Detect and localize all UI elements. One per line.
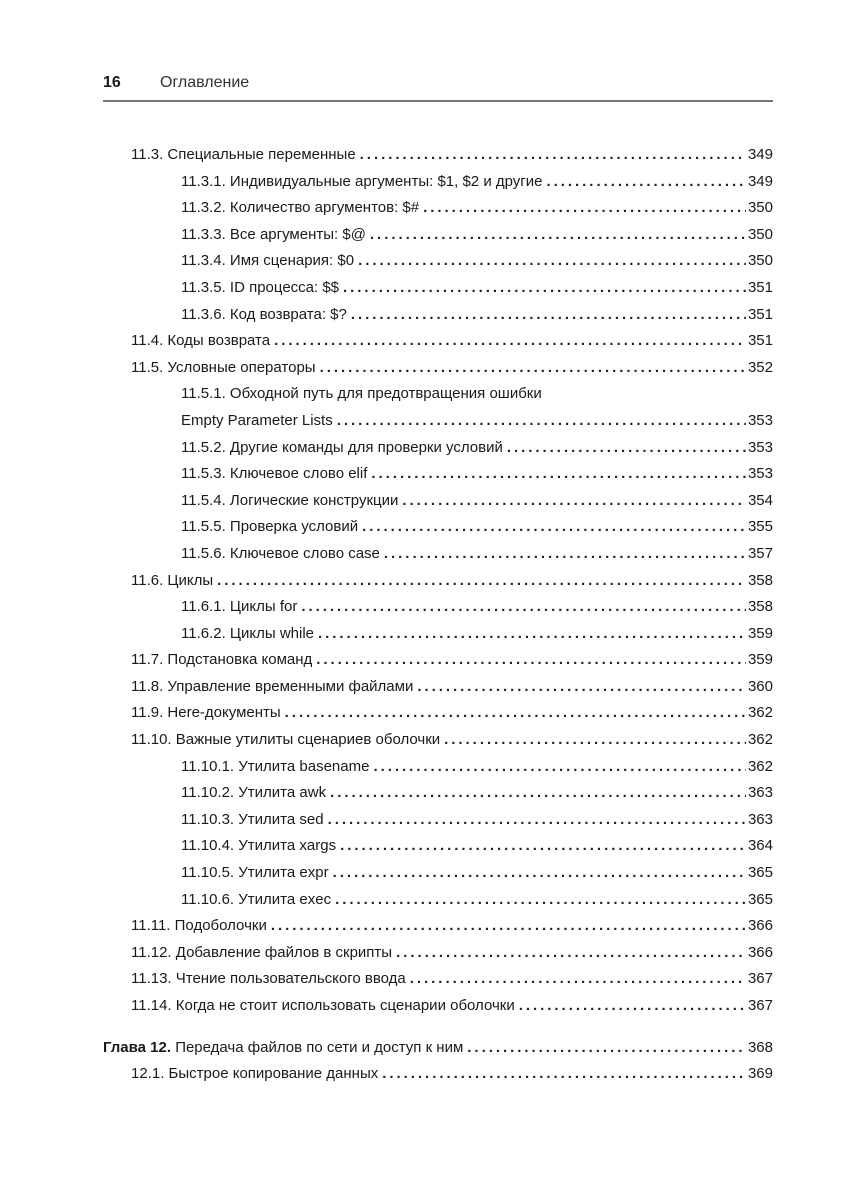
toc-entry[interactable]: [0, 594, 849, 621]
toc-entry-title: 11.9. Here-документы: [131, 704, 281, 722]
toc-entry-title: 11.10.4. Утилита xargs: [181, 837, 337, 855]
header-rule: [103, 100, 773, 102]
table-of-contents: [0, 142, 849, 1088]
dot-leader: [417, 674, 746, 701]
toc-entry[interactable]: [0, 647, 849, 674]
toc-entry-title: 11.3.3. Все аргументы: $@: [181, 225, 366, 243]
toc-entry-title: 11.5.4. Логические конструкции: [181, 491, 399, 509]
toc-entry[interactable]: [0, 568, 849, 595]
toc-page-number: 362: [747, 704, 773, 722]
toc-entry-title: 11.3.5. ID процесса: $$: [181, 278, 340, 296]
dot-leader: [547, 169, 746, 196]
toc-page-number: 362: [747, 757, 773, 775]
toc-page-number: 349: [747, 172, 773, 190]
toc-entry[interactable]: [0, 940, 849, 967]
toc-page-number: 358: [747, 598, 773, 616]
toc-entry-title: 11.6.1. Циклы for: [181, 598, 298, 616]
toc-page-number: 364: [747, 837, 773, 855]
dot-leader: [335, 887, 746, 914]
toc-entry-title: 11.10. Важные утилиты сценариев оболочки: [131, 731, 441, 749]
toc-entry[interactable]: [0, 887, 849, 914]
toc-entry[interactable]: [0, 488, 849, 515]
dot-leader: [320, 355, 746, 382]
toc-entry[interactable]: [0, 169, 849, 196]
header-title: Оглавление: [160, 74, 250, 91]
toc-entry-title: 11.10.1. Утилита basename: [181, 757, 370, 775]
toc-page-number: 368: [747, 1038, 773, 1056]
toc-page-number: 359: [747, 624, 773, 642]
dot-leader: [373, 754, 746, 781]
toc-page-number: 350: [747, 252, 773, 270]
dot-leader: [318, 621, 746, 648]
toc-entry-title: 11.13. Чтение пользовательского ввода: [131, 970, 406, 988]
toc-page-number: 353: [747, 465, 773, 483]
dot-leader: [382, 1061, 746, 1088]
toc-entry[interactable]: [0, 993, 849, 1020]
dot-leader: [467, 1035, 746, 1062]
toc-entry[interactable]: [0, 860, 849, 887]
toc-entry[interactable]: [0, 435, 849, 462]
dot-leader: [316, 647, 746, 674]
dot-leader: [340, 833, 746, 860]
dot-leader: [423, 195, 746, 222]
toc-entry-title: 11.10.2. Утилита awk: [181, 784, 327, 802]
toc-entry[interactable]: [0, 302, 849, 329]
toc-entry-title: 11.3.4. Имя сценария: $0: [181, 252, 355, 270]
toc-entry[interactable]: [0, 780, 849, 807]
toc-entry-title: 12.1. Быстрое копирование данных: [131, 1065, 379, 1083]
toc-entry-title: 11.5.6. Ключевое слово case: [181, 544, 380, 562]
dot-leader: [384, 541, 746, 568]
toc-entry-title: 11.7. Подстановка команд: [131, 651, 313, 669]
dot-leader: [217, 568, 746, 595]
toc-page-number: 349: [747, 146, 773, 163]
toc-entry[interactable]: [0, 727, 849, 754]
toc-entry-title: 11.11. Подоболочки: [131, 917, 267, 935]
toc-page-number: 369: [747, 1065, 773, 1083]
toc-entry[interactable]: [0, 461, 849, 488]
toc-page-number: 353: [747, 438, 773, 456]
dot-leader: [271, 913, 746, 940]
toc-entry-title: 11.3. Специальные переменные: [131, 146, 356, 163]
toc-page-number: 353: [747, 411, 773, 429]
toc-entry-title: 11.14. Когда не стоит использовать сценарии оболочки: [131, 997, 515, 1014]
toc-page-number: 359: [747, 651, 773, 669]
toc-entry[interactable]: [0, 833, 849, 860]
toc-page-number: 351: [747, 332, 773, 350]
dot-leader: [351, 302, 746, 329]
toc-entry-title: 11.5. Условные операторы: [131, 358, 316, 376]
toc-entry[interactable]: [0, 1035, 849, 1062]
toc-entry[interactable]: [0, 674, 849, 701]
toc-entry[interactable]: [0, 966, 849, 993]
toc-entry[interactable]: [0, 275, 849, 302]
dot-leader: [371, 461, 746, 488]
toc-entry-title: 11.6. Циклы: [131, 571, 214, 589]
toc-entry[interactable]: [0, 754, 849, 781]
toc-entry[interactable]: [0, 328, 849, 355]
toc-page-number: 363: [747, 784, 773, 802]
dot-leader: [444, 727, 746, 754]
toc-page-number: 367: [747, 997, 773, 1014]
toc-entry-title: Empty Parameter Lists: [181, 411, 333, 429]
toc-entry[interactable]: [0, 541, 849, 568]
toc-page-number: 367: [747, 970, 773, 988]
toc-entry[interactable]: [0, 913, 849, 940]
toc-entry[interactable]: [0, 1061, 849, 1088]
dot-leader: [285, 700, 746, 727]
toc-entry-title: 11.5.2. Другие команды для проверки условий: [181, 438, 503, 456]
toc-entry-title: 11.3.2. Количество аргументов: $#: [181, 199, 420, 217]
toc-page-number: 354: [747, 491, 773, 509]
toc-entry[interactable]: [0, 248, 849, 275]
dot-leader: [343, 275, 746, 302]
toc-page-number: 362: [747, 731, 773, 749]
page-number: 16: [103, 74, 121, 91]
dot-leader: [301, 594, 746, 621]
dot-leader: [274, 328, 746, 355]
toc-page-number: 350: [747, 199, 773, 217]
toc-page-number: 351: [747, 305, 773, 323]
toc-entry-title-line1: 11.5.1. Обходной путь для предотвращения ошибки: [181, 385, 542, 403]
toc-entry[interactable]: [0, 621, 849, 648]
toc-page-number: 365: [747, 864, 773, 882]
dot-leader: [337, 408, 746, 435]
toc-entry[interactable]: [0, 355, 849, 382]
chapter-label: Глава 12.: [103, 1038, 172, 1056]
toc-page-number: 366: [747, 943, 773, 961]
toc-page-number: 352: [747, 358, 773, 376]
toc-page-number: 366: [747, 917, 773, 935]
dot-leader: [410, 966, 746, 993]
toc-entry-title: 11.5.5. Проверка условий: [181, 518, 359, 536]
dot-leader: [507, 435, 746, 462]
toc-entry-title: 11.10.6. Утилита exec: [181, 890, 332, 908]
dot-leader: [333, 860, 746, 887]
dot-leader: [519, 993, 746, 1020]
toc-entry[interactable]: [0, 195, 849, 222]
toc-entry-title: Передача файлов по сети и доступ к ним: [175, 1038, 464, 1056]
toc-entry[interactable]: [0, 222, 849, 249]
toc-page-number: 358: [747, 571, 773, 589]
dot-leader: [330, 780, 746, 807]
dot-leader: [358, 248, 746, 275]
toc-entry-title: 11.8. Управление временными файлами: [131, 677, 414, 695]
toc-entry-title: 11.3.1. Индивидуальные аргументы: $1, $2 и другие: [181, 172, 543, 190]
dot-leader: [360, 142, 746, 169]
toc-entry[interactable]: [0, 142, 849, 169]
toc-entry-title: 11.4. Коды возврата: [131, 332, 271, 350]
toc-page-number: 351: [747, 278, 773, 296]
toc-entry[interactable]: [0, 807, 849, 834]
toc-page-number: 360: [747, 677, 773, 695]
toc-entry-title: 11.12. Добавление файлов в скрипты: [131, 943, 393, 961]
dot-leader: [362, 514, 746, 541]
dot-leader: [328, 807, 746, 834]
toc-page-number: 357: [747, 544, 773, 562]
toc-page-number: 363: [747, 810, 773, 828]
toc-entry-title: 11.10.5. Утилита expr: [181, 864, 329, 882]
dot-leader: [402, 488, 746, 515]
toc-entry[interactable]: [0, 514, 849, 541]
toc-entry-title: 11.5.3. Ключевое слово elif: [181, 465, 368, 483]
toc-page-number: 350: [747, 225, 773, 243]
toc-page-number: 355: [747, 518, 773, 536]
toc-entry[interactable]: [0, 408, 849, 435]
toc-entry[interactable]: [0, 700, 849, 727]
toc-page-number: 365: [747, 890, 773, 908]
dot-leader: [370, 222, 746, 249]
toc-entry-title: 11.6.2. Циклы while: [181, 624, 315, 642]
toc-entry-title: 11.10.3. Утилита sed: [181, 810, 324, 828]
toc-entry-title: 11.3.6. Код возврата: $?: [181, 305, 347, 323]
dot-leader: [396, 940, 746, 967]
